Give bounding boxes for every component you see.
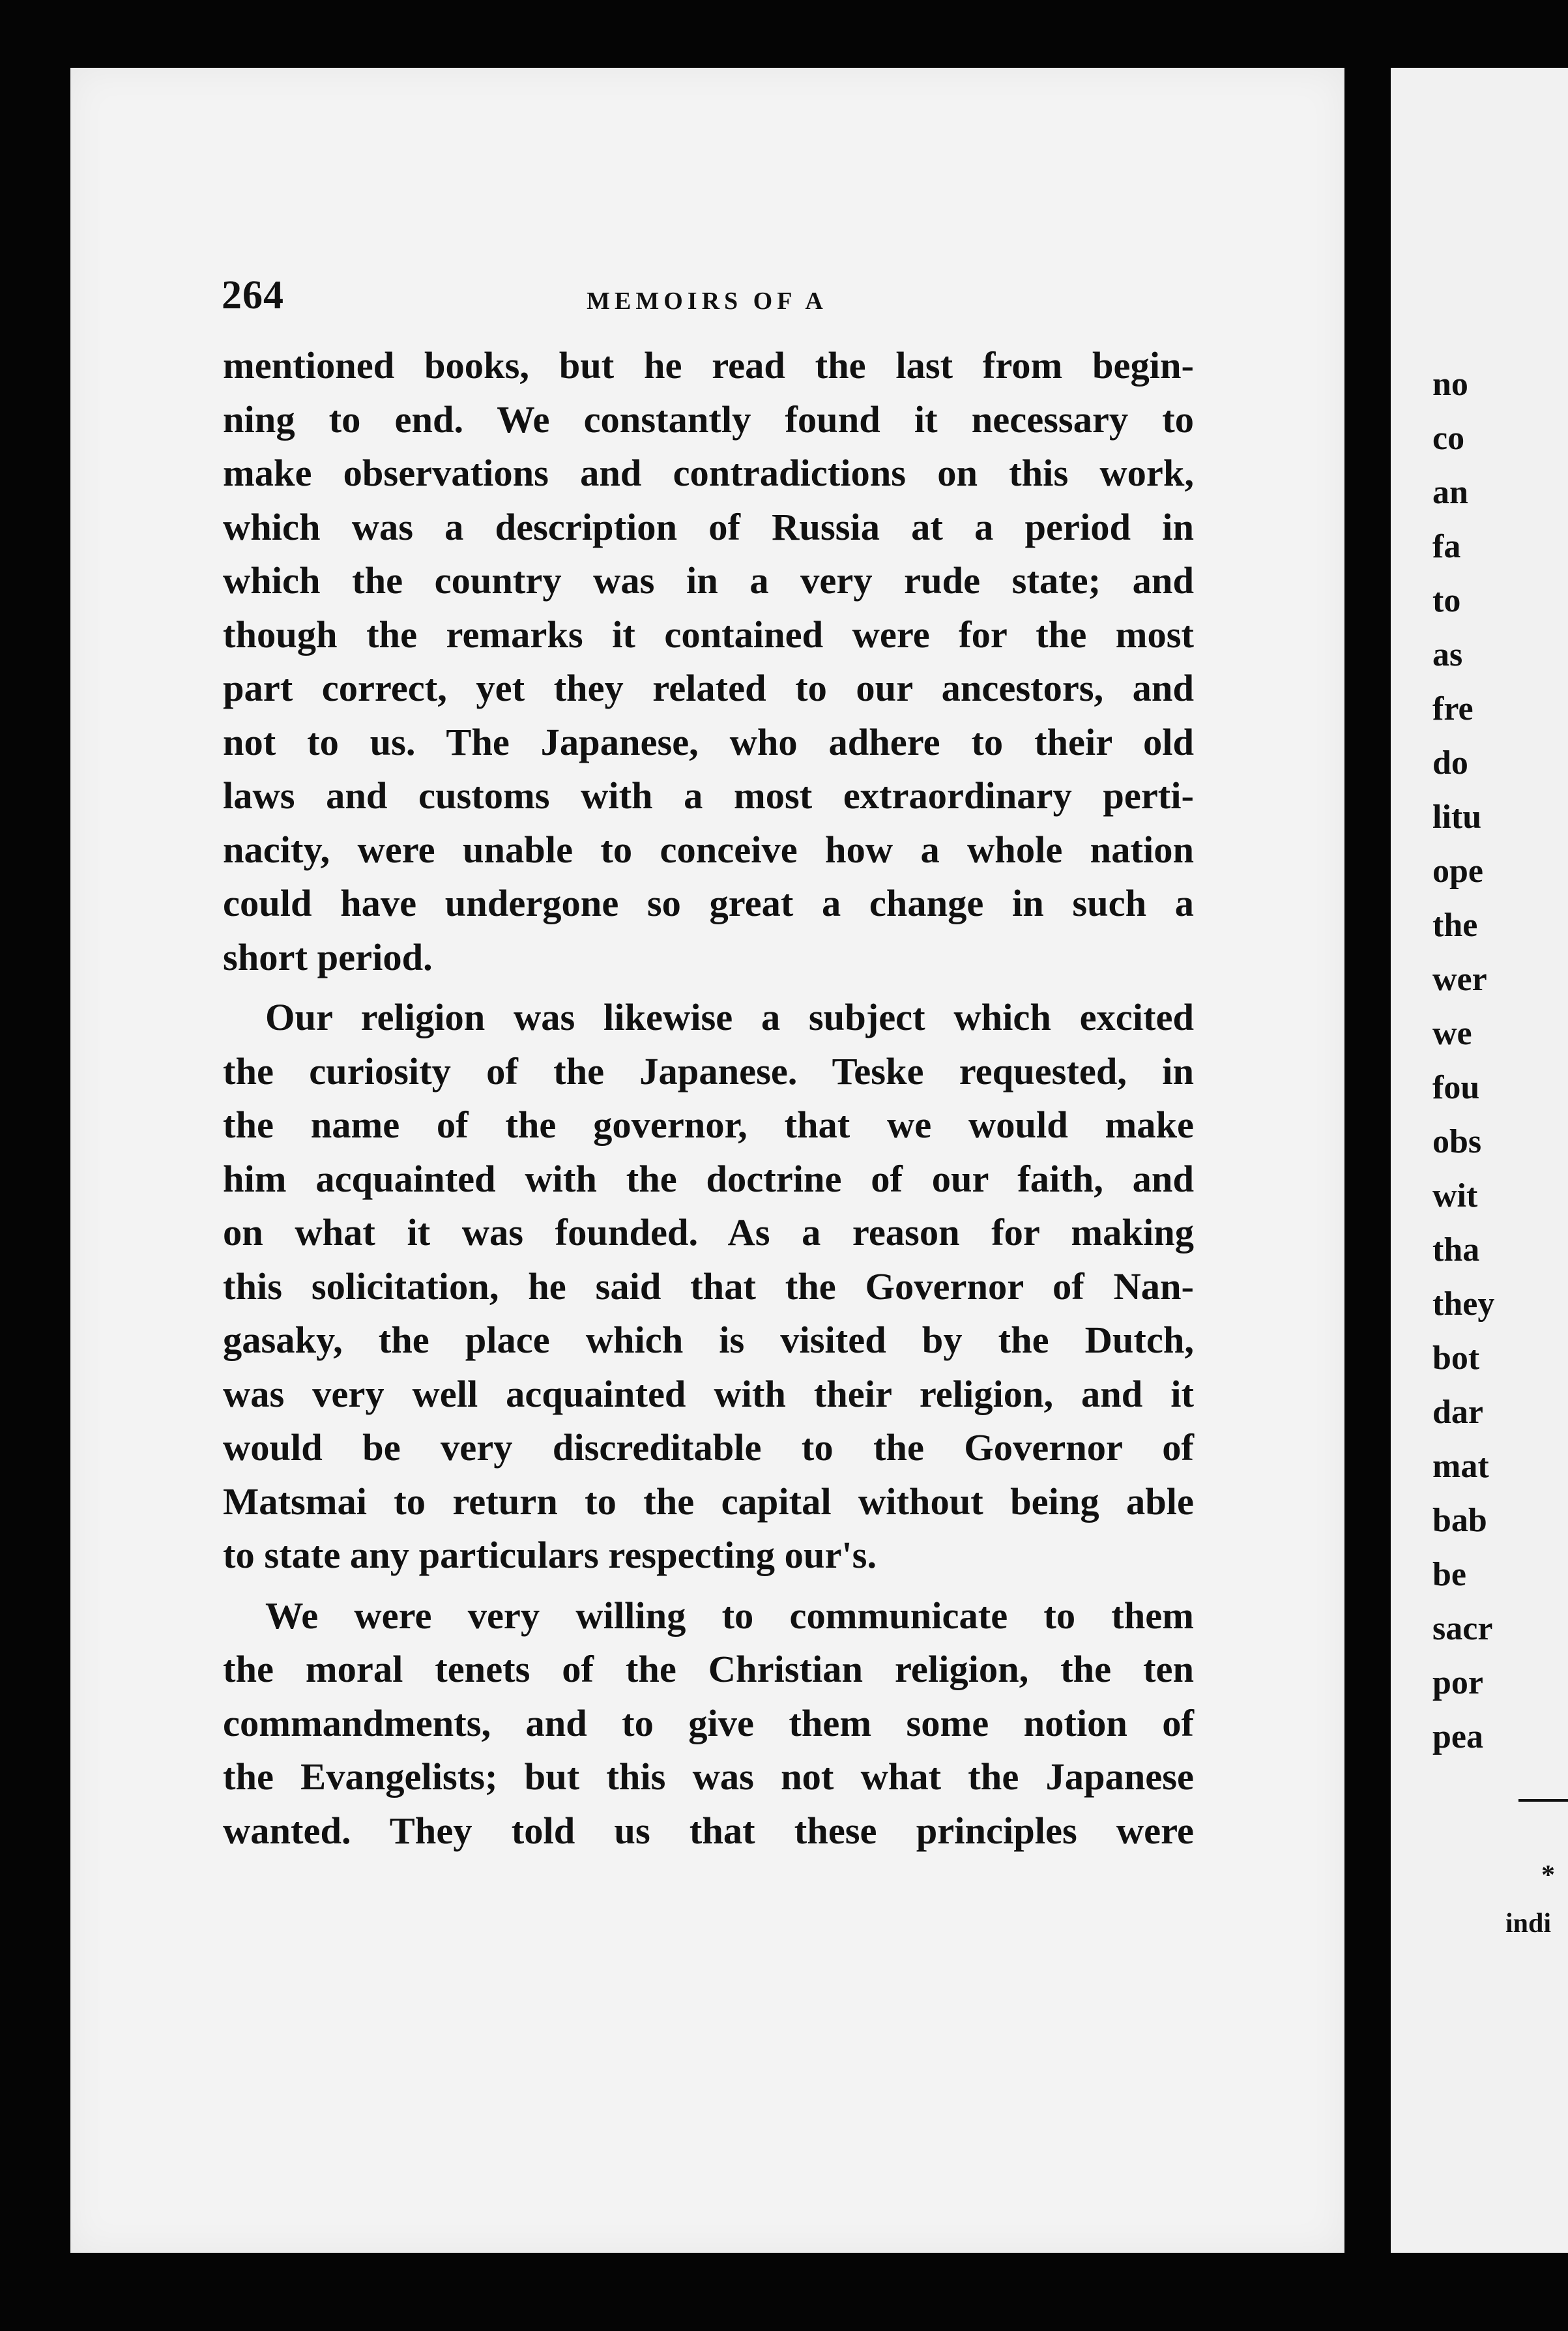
footnote-text: indi: [1505, 1909, 1552, 1939]
text-line: the name of the governor, that we would make: [223, 1104, 1194, 1146]
paragraph-gap: [223, 984, 1194, 991]
footnote-fragment: [1505, 1851, 1555, 1948]
fragment-line: the: [1432, 907, 1478, 944]
text-line: We were very willing to communicate to them: [265, 1594, 1194, 1637]
fragment-line: as: [1432, 636, 1463, 673]
fragment-line: they: [1432, 1285, 1495, 1323]
fragment-line: ope: [1432, 853, 1483, 890]
text-line: short period.: [223, 935, 433, 978]
text-line: Matsmai to return to the capital without being able: [223, 1480, 1194, 1523]
text-line: commandments, and to give them some notion of: [223, 1701, 1194, 1744]
fragment-line: bab: [1432, 1502, 1487, 1539]
fragment-line: no: [1432, 366, 1468, 403]
fragment-line: wit: [1432, 1177, 1478, 1214]
text-line: which the country was in a very rude state; and: [223, 559, 1194, 602]
text-line: make observations and contradictions on this work,: [223, 452, 1194, 494]
fragment-line: obs: [1432, 1123, 1482, 1160]
text-line: though the remarks it contained were for the most: [223, 613, 1194, 656]
fragment-line: litu: [1432, 799, 1482, 836]
text-line: this solicitation, he said that the Governor of Nan-: [223, 1265, 1194, 1308]
text-line: gasaky, the place which is visited by the Dutch,: [223, 1319, 1194, 1361]
text-line: the Evangelists; but this was not what the Japanese: [223, 1755, 1194, 1798]
fragment-line: tha: [1432, 1231, 1480, 1268]
text-line: Our religion was likewise a subject which excited: [265, 996, 1194, 1038]
text-line: on what it was founded. As a reason for making: [223, 1211, 1194, 1253]
footnote-star: *: [1541, 1860, 1555, 1890]
fragment-line: mat: [1432, 1448, 1489, 1485]
text-line: could have undergone so great a change in such a: [223, 882, 1194, 924]
fragment-line: wer: [1432, 961, 1487, 998]
text-line: was very well acquainted with their religion, and it: [223, 1372, 1194, 1415]
text-line: laws and customs with a most extraordinary perti-: [223, 774, 1194, 817]
running-head: MEMOIRS OF A: [587, 287, 828, 315]
text-line: him acquainted with the doctrine of our faith, and: [223, 1157, 1194, 1200]
text-line: the moral tenets of the Christian religion, the ten: [223, 1648, 1194, 1690]
fragment-line: fou: [1432, 1069, 1480, 1106]
fragment-line: to: [1432, 582, 1461, 619]
text-line: wanted. They told us that these principles were: [223, 1809, 1194, 1852]
fragment-line: dar: [1432, 1394, 1483, 1431]
fragment-line: fa: [1432, 528, 1461, 565]
text-line: to state any particulars respecting our's.: [223, 1534, 877, 1576]
footnote-rule: [1518, 1799, 1568, 1802]
page-number: 264: [222, 273, 284, 317]
body-text: [223, 339, 1194, 1858]
fragment-line: an: [1432, 474, 1468, 511]
text-line: not to us. The Japanese, who adhere to their old: [223, 720, 1194, 763]
right-page-text: [1432, 357, 1494, 1764]
fragment-line: por: [1432, 1664, 1483, 1701]
page-header: [222, 272, 1193, 325]
text-line: ning to end. We constantly found it necessary to: [223, 398, 1194, 441]
text-line: nacity, were unable to conceive how a whole nation: [223, 828, 1194, 871]
fragment-line: pea: [1432, 1718, 1483, 1755]
paragraph-gap: [223, 1583, 1194, 1589]
fragment-line: be: [1432, 1556, 1466, 1593]
text-line: would be very discreditable to the Governor of: [223, 1426, 1194, 1469]
text-line: mentioned books, but he read the last from begin-: [223, 344, 1194, 387]
fragment-line: bot: [1432, 1340, 1480, 1377]
text-line: the curiosity of the Japanese. Teske requested, in: [223, 1049, 1194, 1092]
fragment-line: co: [1432, 420, 1465, 457]
fragment-line: sacr: [1432, 1610, 1493, 1647]
fragment-line: do: [1432, 744, 1468, 782]
text-line: part correct, yet they related to our ancestors, and: [223, 667, 1194, 709]
fragment-line: we: [1432, 1015, 1472, 1052]
text-line: which was a description of Russia at a period in: [223, 505, 1194, 548]
fragment-line: fre: [1432, 690, 1474, 727]
